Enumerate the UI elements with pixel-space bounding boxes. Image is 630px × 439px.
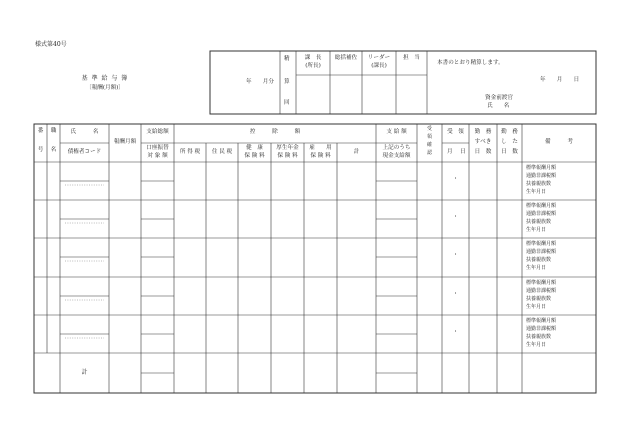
seisan-char-3: 回: [284, 100, 290, 106]
row-3-date-dot: ・: [452, 252, 459, 258]
col-kinmu: 勤 務: [474, 129, 492, 135]
row-4-date-dot: ・: [452, 291, 459, 297]
col-juryo-4: 認: [426, 150, 432, 156]
row-4-note-1: 標準報酬月額: [526, 280, 557, 286]
row-5-note-1: 標準報酬月額: [526, 318, 557, 324]
col-shotoku: 所 得 税: [179, 149, 201, 155]
col-juryo-3: 確: [426, 142, 432, 148]
page-subtitle: 〔報酬(月額)〕: [86, 85, 124, 91]
col-shita: し た: [501, 139, 518, 145]
col-tsuki: 月: [447, 149, 453, 155]
row-4-note-4: 生年月日: [526, 304, 547, 310]
col-shita-nissu: 日 数: [501, 149, 518, 155]
col-shikyu: 支 給 額: [386, 129, 407, 135]
col-shoku: 職: [50, 128, 57, 134]
row-2-date-dot: ・: [452, 214, 459, 220]
row-5-note-4: 生年月日: [526, 342, 547, 348]
page-title: 基 準 給 与 簿: [81, 75, 129, 82]
date-line: 年 月 日: [540, 77, 580, 83]
row-1-date-dot: ・: [452, 176, 459, 182]
row-5-note-2: 通勤非課税額: [526, 326, 557, 332]
row-4-note-2: 通勤非課税額: [526, 288, 557, 294]
row-2-note-3: 扶養親族数: [526, 219, 552, 225]
col-shikyu-sogaku: 支給総額: [146, 129, 169, 135]
col-mei: 名: [50, 147, 57, 153]
approval-tanto: 担 当: [403, 55, 420, 61]
col-hoshu: 報酬月額: [113, 139, 137, 145]
col-taisho: 対 象 額: [147, 153, 168, 159]
col-koyo-2: 保 険 料: [310, 153, 331, 159]
col-shimei: 氏 名: [70, 129, 99, 135]
col-juryo-2: 領: [426, 134, 432, 140]
row-3-note-1: 標準報酬月額: [526, 241, 557, 247]
row-1-note-4: 生年月日: [526, 189, 547, 195]
col-kinmu-nissu: 日 数: [474, 149, 492, 155]
approval-kacho-sub: (所長): [305, 63, 321, 69]
col-biko: 備 考: [545, 139, 573, 145]
col-kojo: 控 除 額: [249, 129, 301, 135]
col-koza: 口座振替: [146, 145, 169, 151]
col-joki-1: 上記のうち: [382, 145, 411, 151]
col-kei: 計: [353, 149, 360, 155]
row-1-note-3: 扶養親族数: [526, 181, 552, 187]
col-kenko-2: 保 険 料: [244, 153, 265, 159]
col-jumin: 住 民 税: [211, 149, 233, 155]
col-hi: 日: [460, 149, 466, 155]
col-kenko-1: 健 康: [246, 145, 263, 151]
approval-leader-sub: (課長): [371, 63, 387, 69]
col-koyo-1: 雇 用: [309, 145, 332, 151]
col-kosei-1: 厚生年金: [276, 145, 299, 151]
total-label: 計: [81, 369, 88, 376]
row-3-note-3: 扶養親族数: [526, 257, 552, 263]
row-3-note-4: 生年月日: [526, 265, 547, 271]
row-2-note-2: 通勤非課税額: [526, 211, 557, 217]
official-title: 資金前渡官: [485, 95, 513, 101]
row-2-note-1: 標準報酬月額: [526, 203, 557, 209]
col-ban: 番: [37, 128, 44, 134]
row-4-note-3: 扶養親族数: [526, 296, 552, 302]
col-subeki: すべき: [474, 139, 492, 145]
col-go: 号: [37, 147, 44, 153]
col-joki-2: 現金支給額: [382, 153, 411, 159]
year-month-field: 年 月分: [246, 79, 274, 85]
row-2-note-4: 生年月日: [526, 227, 547, 233]
statement-text: 本書のとおり精算します。: [437, 60, 504, 66]
form-id: 様式第40号: [35, 41, 67, 48]
seisan-char-2: 算: [284, 79, 290, 85]
row-1-note-2: 通勤非課税額: [526, 173, 557, 179]
row-3-note-2: 通勤非課税額: [526, 249, 557, 255]
col-creditor-code: 債権者コード: [67, 149, 102, 155]
approval-kacho: 課 長: [304, 55, 322, 61]
col-kosei-2: 保 険 料: [277, 153, 298, 159]
approval-sokatsu: 総括補佐: [334, 55, 358, 61]
official-name-label: 氏 名: [487, 103, 510, 109]
approval-leader: リーダー: [367, 55, 391, 61]
row-5-date-dot: ・: [452, 329, 459, 335]
seisan-char-1: 精: [284, 56, 290, 62]
row-5-note-3: 扶養親族数: [526, 334, 552, 340]
row-1-note-1: 標準報酬月額: [526, 165, 557, 171]
col-kinmu-shita: 勤 務: [501, 129, 518, 135]
col-juryo-1: 受: [426, 126, 432, 132]
col-juryo-bi: 受 領: [447, 129, 464, 135]
